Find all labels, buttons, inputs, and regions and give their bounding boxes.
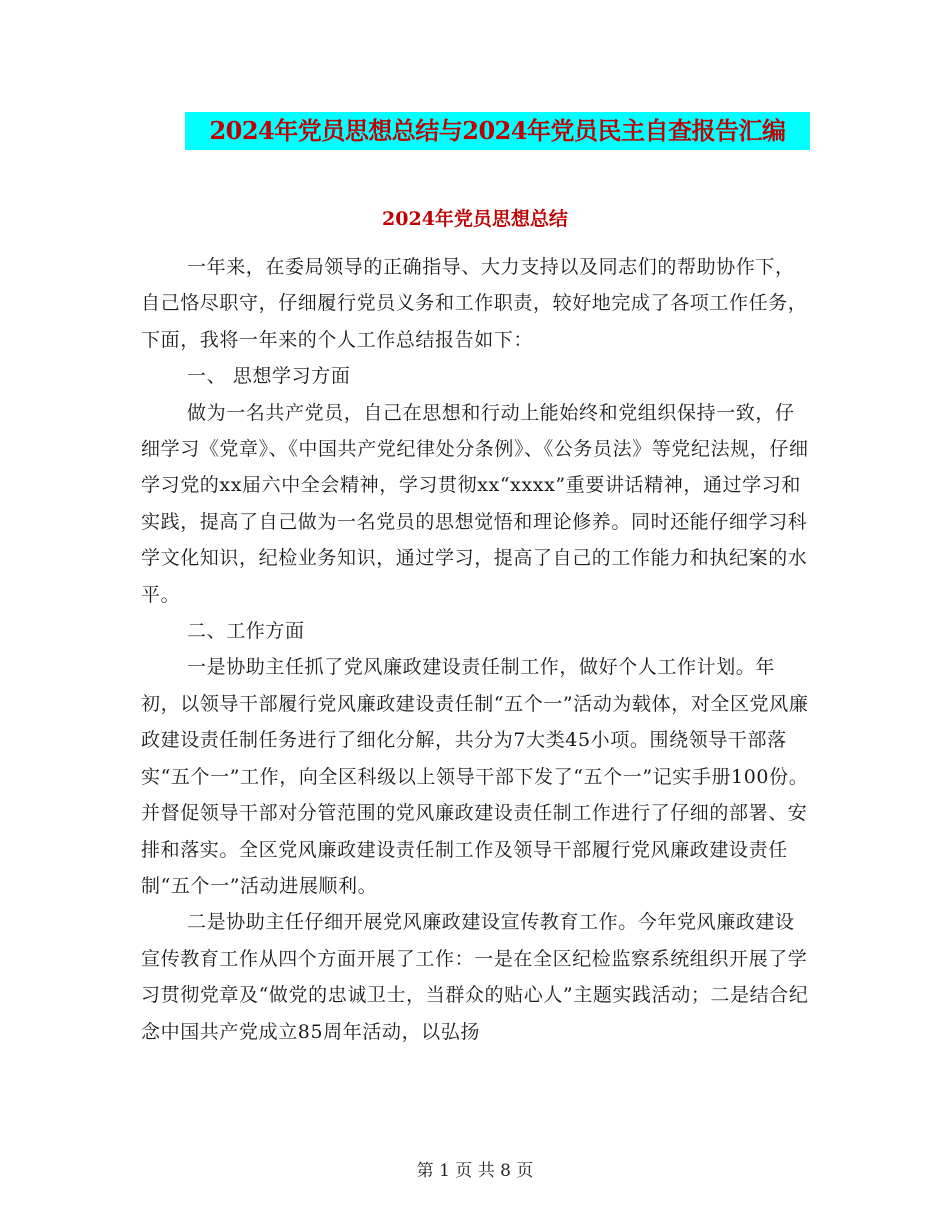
page-footer: 第 1 页 共 8 页 — [416, 1161, 534, 1181]
paragraph-work-1: 一是协助主任抓了党风廉政建设责任制工作，做好个人工作计划。年初，以领导干部履行党风廉政建设责任制“五个一”活动为载体，对全区党风廉政建设责任制任务进行了细化分解，共分为7大类45小项。围绕领导干部落实“五个一”工作，向全区科级以上领导干部下发了“五个一”记实手册100份。并督促领导干部对分管范围的党风廉政建设责任制工作进行了仔细的部署、安排和落实。全区党风廉政建设责任制工作及领导干部履行党风廉政建设责任制“五个一”活动进展顺利。 — [141, 656, 809, 897]
paragraph-thought-study: 做为一名共产党员，自己在思想和行动上能始终和党组织保持一致，仔细学习《党章》、《中国共产党纪律处分条例》、《公务员法》等党纪法规，仔细学习党的xx届六中全会精神，学习贯彻xx“xxxx”重要讲话精神，通过学习和实践，提高了自己做为一名党员的思想觉悟和理论修养。同时还能仔细学习科学文化知识，纪检业务知识，通过学习，提高了自己的工作能力和执纪案的水平。 — [141, 401, 809, 606]
document-body — [141, 249, 811, 1050]
section-title: 2024年党员思想总结 — [382, 208, 568, 230]
paragraph-intro: 一年来，在委局领导的正确指导、大力支持以及同志们的帮助协作下，自己恪尽职守，仔细履行党员义务和工作职责，较好地完成了各项工作任务，下面，我将一年来的个人工作总结报告如下： — [141, 256, 808, 351]
heading-work: 二、工作方面 — [187, 620, 305, 643]
paragraph-work-2: 二是协助主任仔细开展党风廉政建设宣传教育工作。今年党风廉政建设宣传教育工作从四个方面开展了工作：一是在全区纪检监察系统组织开展了学习贯彻党章及“做党的忠诚卫士，当群众的贴心人”主题实践活动；二是结合纪念中国共产党成立85周年活动，以弘扬 — [141, 911, 809, 1043]
heading-thought-study: 一、 思想学习方面 — [187, 365, 351, 388]
document-title: 2024年党员思想总结与2024年党员民主自查报告汇编 — [185, 112, 810, 150]
